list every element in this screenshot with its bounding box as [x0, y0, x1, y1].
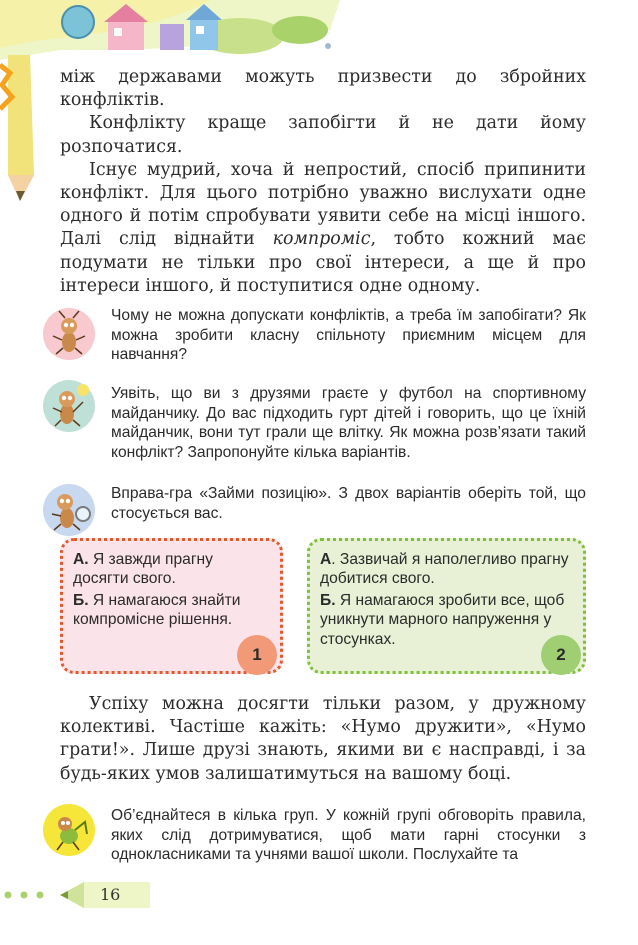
question-3: Вправа-гра «Займи позицію». З двох варіантів оберіть той, що стосується вас.: [111, 485, 586, 522]
grasshopper-icon: [43, 804, 95, 856]
closing-paragraph: Успіху можна досягти тільки разом, у дружному колективі. Частіше кажіть: «Нумо дружити», «Нумо грати!». Лише друзі знають, якими ви є насправді, і за будь-яких умов залишатимуться на вашому боці.: [60, 694, 586, 784]
term-compromise: компроміс: [272, 229, 371, 250]
footer-pencil-decoration: [0, 876, 160, 916]
option-2b-label: Б.: [320, 591, 336, 609]
option-2b-text: Я намагаюся зробити все, щоб уникнути марного напруження у стосунках.: [320, 591, 565, 648]
paragraph-3-start: Існує мудрий, хоча й непростий, спосіб припинити конфлікт. Для цього потрібно уважно вислухати одне одного й потім спробувати уявити себе на місці іншого. Далі слід віднайти: [60, 159, 586, 250]
question-1: Чому не можна допускати конфліктів, а треба їм запобігати? Як можна зробити класну спільноту приємним місцем для навчання?: [111, 307, 586, 364]
paragraph-2: Конфлікту краще запобігти й не дати йому розпочатися.: [60, 113, 586, 157]
option-2-badge: 2: [541, 635, 581, 675]
ant-character-icon: [43, 308, 95, 360]
group-task: Об’єднайтеся в кілька груп. У кожній групі обговоріть правила, яких слід дотримуватися, щоб мати гарні стосунки з однокласниками та учнями вашої школи. Послухайте та: [111, 807, 586, 864]
option-1a-text: Я завжди прагну досягти свого.: [73, 551, 213, 588]
option-1b-label: Б.: [73, 591, 89, 609]
paragraph-1: між державами можуть призвести до збройних конфліктів.: [60, 67, 586, 111]
paragraph-3: [60, 159, 586, 298]
ant-magnifier-icon: [43, 484, 95, 536]
option-2a-text: . Зазвичай я наполегливо прагну добитися свого.: [320, 551, 569, 588]
header-illustration: [0, 0, 340, 60]
option-2a: [320, 550, 569, 589]
option-1a: [73, 550, 266, 589]
paragraph-3-end: , тобто кожний має подумати не тільки про свої інтереси, а ще й про інтереси іншого, й поступитися одне одному.: [60, 229, 586, 296]
ant-lightbulb-icon: [43, 380, 95, 432]
question-2: Уявіть, що ви з друзями граєте у футбол на спортивному майданчику. До вас підходить гурт дітей і говорить, що це їхній майданчик, вони тут грали ще влітку. Як можна розв’язати такий конфлікт? Запропонуйте кілька варіантів.: [111, 385, 586, 461]
option-1b: [73, 591, 266, 630]
main-text: [60, 66, 586, 298]
option-1b-text: Я намагаюся знайти компромісне рішення.: [73, 591, 241, 629]
option-1-badge: 1: [237, 635, 277, 675]
option-1a-label: А.: [73, 551, 89, 568]
pencil-decoration: [0, 55, 58, 205]
option-2a-label: А: [320, 551, 332, 568]
page-number: 16: [100, 885, 121, 904]
option-2b: [320, 591, 569, 649]
